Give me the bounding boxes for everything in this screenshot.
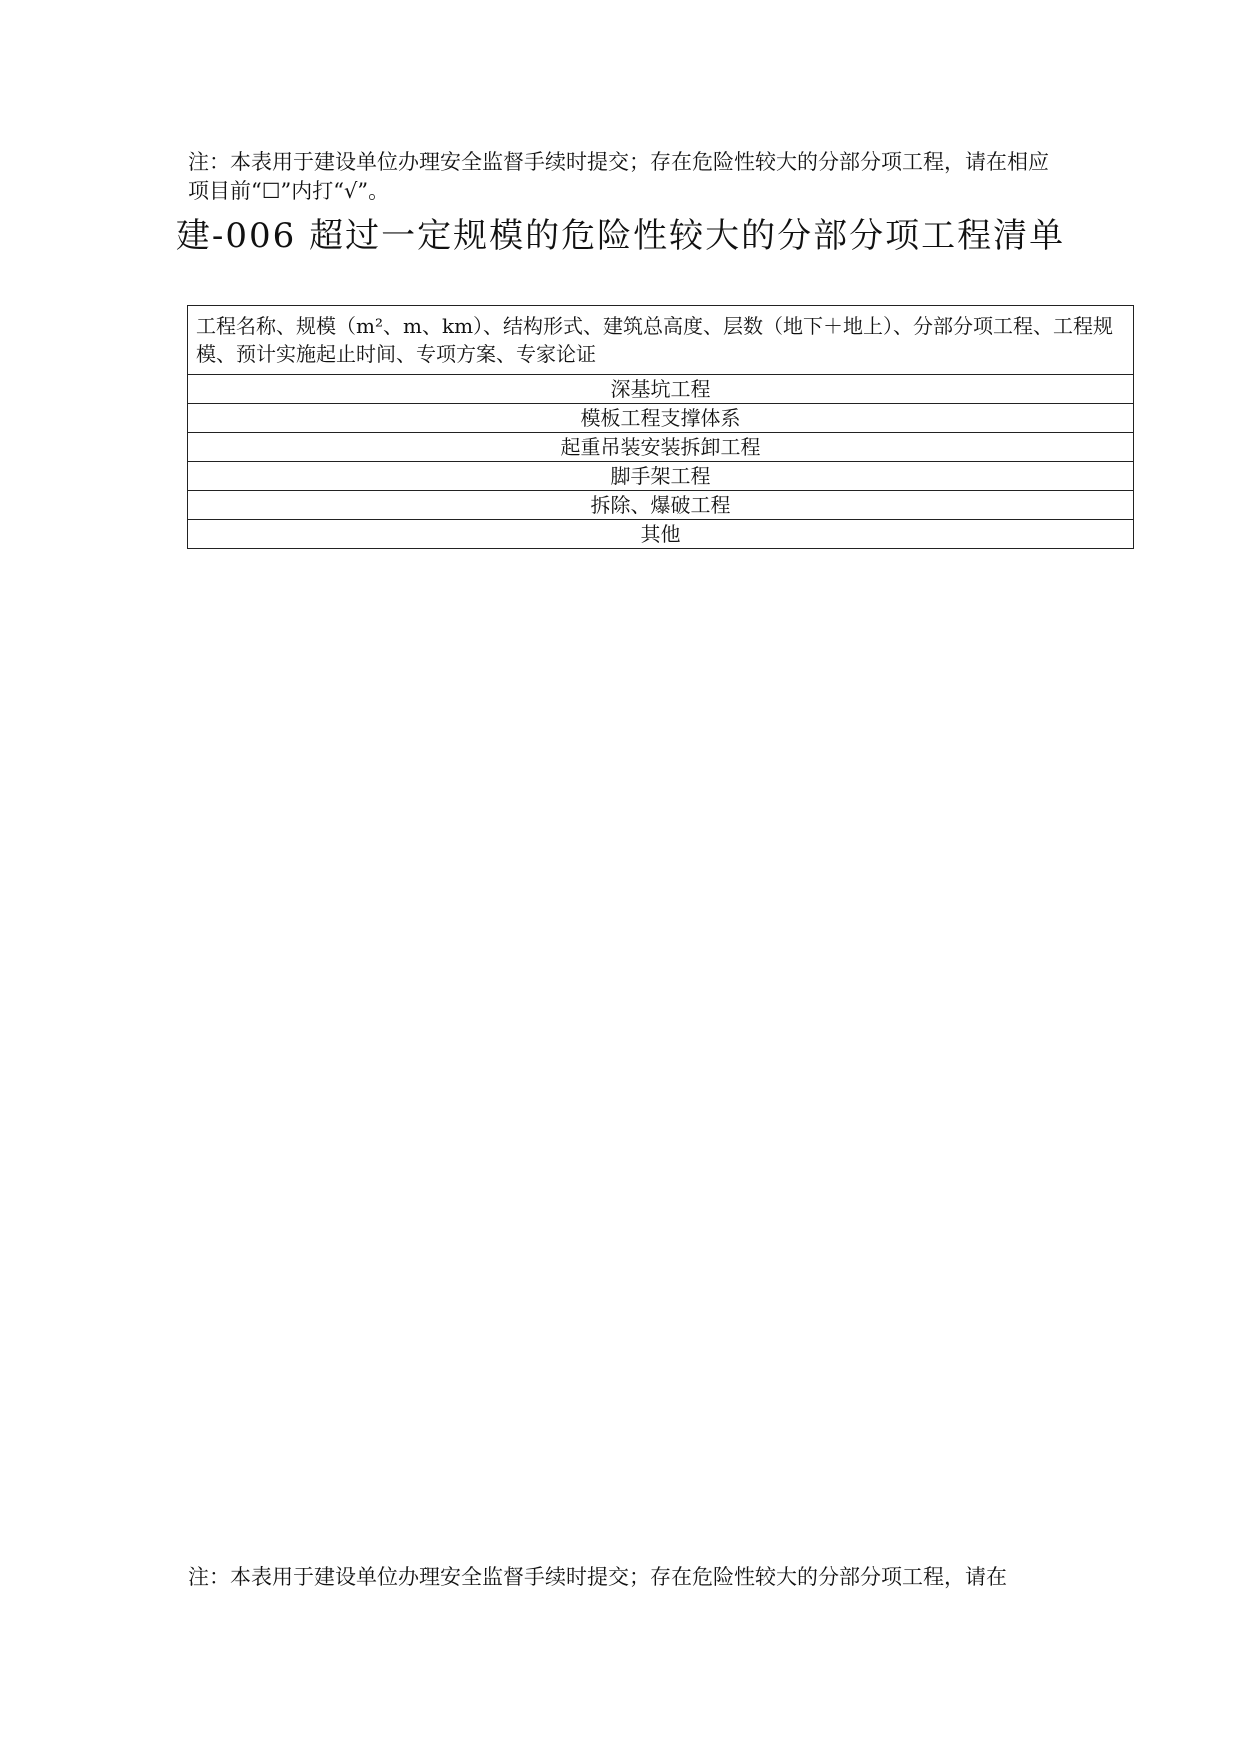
page-title: 建-006 超过一定规模的危险性较大的分部分项工程清单 <box>175 216 1066 256</box>
project-table <box>187 305 1134 549</box>
section-summary-2: 模板工程支撑体系 <box>188 404 1134 433</box>
section-row <box>188 491 1134 520</box>
section-row <box>188 520 1134 549</box>
section-row <box>188 433 1134 462</box>
note-bottom: 注：本表用于建设单位办理安全监督手续时提交；存在危险性较大的分部分项工程，请在 <box>188 1565 1007 1589</box>
note-top: 注：本表用于建设单位办理安全监督手续时提交；存在危险性较大的分部分项工程，请在相应项目前“☐”内打“√”。 <box>188 150 1049 203</box>
section-row <box>188 375 1134 404</box>
section-row <box>188 404 1134 433</box>
header-summary: 工程名称、规模（m²、m、km）、结构形式、建筑总高度、层数（地下＋地上）、分部分项工程、工程规模、预计实施起止时间、专项方案、专家论证 <box>188 306 1134 375</box>
table-header-summary-row <box>188 306 1134 375</box>
section-row <box>188 462 1134 491</box>
section-summary-1: 深基坑工程 <box>188 375 1134 404</box>
section-summary-3: 起重吊装安装拆卸工程 <box>188 433 1134 462</box>
section-summary-6: 其他 <box>188 520 1134 549</box>
section-summary-5: 拆除、爆破工程 <box>188 491 1134 520</box>
section-summary-4: 脚手架工程 <box>188 462 1134 491</box>
